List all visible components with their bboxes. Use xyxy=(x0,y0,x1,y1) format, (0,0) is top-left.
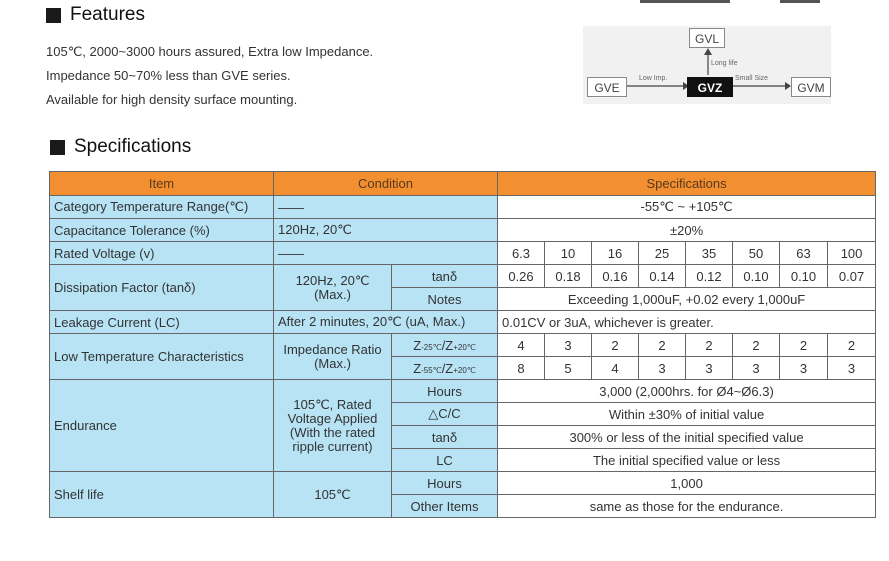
tan-value-cell: 0.18 xyxy=(545,265,592,288)
ratio-cell: 3 xyxy=(545,334,592,357)
tan-value-cell: 0.07 xyxy=(828,265,876,288)
sub-condition-cell: tanδ xyxy=(392,265,498,288)
heading-square-icon xyxy=(50,140,65,155)
table-row xyxy=(50,334,876,357)
ratio-cell: 4 xyxy=(592,357,639,380)
ratio-cell: 2 xyxy=(828,334,876,357)
sub-condition-cell: Notes xyxy=(392,288,498,311)
impedance-ratio-label xyxy=(392,334,498,357)
tan-value-cell: 0.26 xyxy=(498,265,545,288)
ratio-cell: 3 xyxy=(780,357,828,380)
ratio-cell: 2 xyxy=(592,334,639,357)
voltage-cell: 63 xyxy=(780,242,828,265)
item-cell: Shelf life xyxy=(50,472,274,518)
sub-condition-cell: △C/C xyxy=(392,403,498,426)
specifications-table xyxy=(49,171,876,518)
spec-cell: ±20% xyxy=(498,219,876,242)
spec-cell: -55℃ ~ +105℃ xyxy=(498,196,876,219)
z-subscript: -25℃ xyxy=(421,342,442,352)
long-life-label: Long life xyxy=(711,60,738,67)
gvz-box: GVZ xyxy=(687,77,733,97)
ratio-cell: 2 xyxy=(733,334,780,357)
voltage-cell: 50 xyxy=(733,242,780,265)
table-header-row xyxy=(50,172,876,196)
item-cell: Low Temperature Characteristics xyxy=(50,334,274,380)
table-row xyxy=(50,265,876,288)
table-row xyxy=(50,219,876,242)
small-size-label: Small Size xyxy=(735,75,769,82)
top-decoration xyxy=(780,0,820,3)
top-decoration xyxy=(640,0,730,3)
z-subscript: +20℃ xyxy=(453,342,476,352)
condition-cell: —— xyxy=(274,196,498,219)
feature-line: Available for high density surface mounting. xyxy=(46,92,298,107)
ratio-cell: 5 xyxy=(545,357,592,380)
specifications-heading xyxy=(50,136,191,158)
features-title: Features xyxy=(70,4,145,25)
item-cell: Dissipation Factor (tanδ) xyxy=(50,265,274,311)
spec-cell: same as those for the endurance. xyxy=(498,495,876,518)
ratio-cell: 3 xyxy=(733,357,780,380)
condition-cell: 105℃, Rated Voltage Applied (With the rated ripple current) xyxy=(274,380,392,472)
tan-value-cell: 0.12 xyxy=(686,265,733,288)
series-diagram xyxy=(583,26,831,104)
voltage-cell: 6.3 xyxy=(498,242,545,265)
spec-cell: 0.01CV or 3uA, whichever is greater. xyxy=(498,311,876,334)
specifications-title: Specifications xyxy=(74,136,192,157)
sub-condition-cell: tanδ xyxy=(392,426,498,449)
ratio-cell: 8 xyxy=(498,357,545,380)
condition-cell: Impedance Ratio (Max.) xyxy=(274,334,392,380)
low-imp-label: Low Imp. xyxy=(639,75,668,82)
feature-line: 105℃, 2000~3000 hours assured, Extra low Impedance. xyxy=(46,44,374,59)
voltage-cell: 100 xyxy=(828,242,876,265)
table-row xyxy=(50,196,876,219)
gve-box: GVE xyxy=(587,77,627,97)
condition-cell: 120Hz, 20℃ xyxy=(274,219,498,242)
header-condition: Condition xyxy=(274,172,498,196)
gvl-box: GVL xyxy=(689,28,725,48)
gvm-box: GVM xyxy=(791,77,831,97)
condition-cell: After 2 minutes, 20℃ (uA, Max.) xyxy=(274,311,498,334)
tan-value-cell: 0.10 xyxy=(780,265,828,288)
voltage-cell: 25 xyxy=(639,242,686,265)
voltage-cell: 16 xyxy=(592,242,639,265)
spec-cell: 1,000 xyxy=(498,472,876,495)
voltage-cell: 10 xyxy=(545,242,592,265)
ratio-cell: 4 xyxy=(498,334,545,357)
item-cell: Endurance xyxy=(50,380,274,472)
table-row xyxy=(50,311,876,334)
ratio-cell: 3 xyxy=(639,357,686,380)
ratio-cell: 2 xyxy=(639,334,686,357)
features-heading xyxy=(46,4,145,26)
item-cell: Category Temperature Range(℃) xyxy=(50,196,274,219)
ratio-cell: 3 xyxy=(686,357,733,380)
table-row xyxy=(50,472,876,495)
sub-condition-cell: Hours xyxy=(392,472,498,495)
item-cell: Capacitance Tolerance (%) xyxy=(50,219,274,242)
table-row xyxy=(50,380,876,403)
ratio-cell: 3 xyxy=(828,357,876,380)
header-specifications: Specifications xyxy=(498,172,876,196)
z-label: /Z xyxy=(441,360,454,376)
spec-cell: 3,000 (2,000hrs. for Ø4~Ø6.3) xyxy=(498,380,876,403)
sub-condition-cell: Other Items xyxy=(392,495,498,518)
feature-line: Impedance 50~70% less than GVE series. xyxy=(46,68,291,83)
item-cell: Leakage Current (LC) xyxy=(50,311,274,334)
sub-condition-cell: Hours xyxy=(392,380,498,403)
spec-cell: 300% or less of the initial specified value xyxy=(498,426,876,449)
z-subscript: -55℃ xyxy=(421,365,442,375)
spec-cell: Exceeding 1,000uF, +0.02 every 1,000uF xyxy=(498,288,876,311)
tan-value-cell: 0.16 xyxy=(592,265,639,288)
condition-cell: —— xyxy=(274,242,498,265)
voltage-cell: 35 xyxy=(686,242,733,265)
z-label: Z xyxy=(413,360,422,376)
spec-cell: The initial specified value or less xyxy=(498,449,876,472)
impedance-ratio-label xyxy=(392,357,498,380)
ratio-cell: 2 xyxy=(686,334,733,357)
condition-cell: 120Hz, 20℃ (Max.) xyxy=(274,265,392,311)
z-label: /Z xyxy=(441,337,454,353)
tan-value-cell: 0.14 xyxy=(639,265,686,288)
spec-cell: Within ±30% of initial value xyxy=(498,403,876,426)
condition-cell: 105℃ xyxy=(274,472,392,518)
tan-value-cell: 0.10 xyxy=(733,265,780,288)
header-item: Item xyxy=(50,172,274,196)
item-cell: Rated Voltage (v) xyxy=(50,242,274,265)
heading-square-icon xyxy=(46,8,61,23)
z-subscript: +20℃ xyxy=(453,365,476,375)
sub-condition-cell: LC xyxy=(392,449,498,472)
table-row xyxy=(50,242,876,265)
ratio-cell: 2 xyxy=(780,334,828,357)
z-label: Z xyxy=(413,337,422,353)
